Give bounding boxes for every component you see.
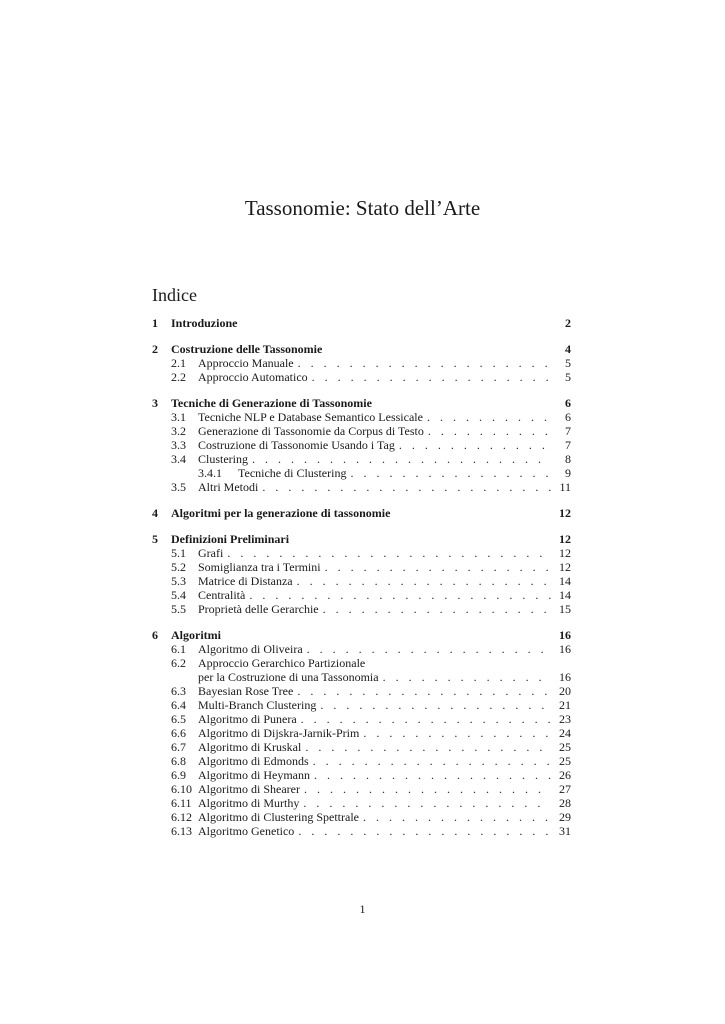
toc-entry-number: 1 [152, 316, 158, 330]
toc-entry-number: 6.12 [171, 810, 192, 824]
toc-dot-leader [297, 574, 551, 588]
toc-entry-number: 2.2 [171, 370, 186, 384]
toc-section-entry[interactable] [152, 342, 571, 356]
toc-subsection-entry[interactable] [152, 782, 571, 796]
toc-entry-label: Approccio Manuale [198, 356, 294, 370]
toc-entry-page: 12 [559, 546, 571, 560]
toc-entry-page: 29 [559, 810, 571, 824]
toc-entry-number: 6.13 [171, 824, 192, 838]
toc-subsection-entry[interactable] [152, 438, 571, 452]
toc-entry-label: Approccio Automatico [198, 370, 308, 384]
toc-dot-leader [427, 410, 551, 424]
toc-entry-label: Costruzione di Tassonomie Usando i Tag [198, 438, 395, 452]
toc-entry-number: 3.4 [171, 452, 186, 466]
toc-entry-page: 24 [559, 726, 571, 740]
toc-entry-page: 7 [565, 438, 571, 452]
toc-entry-page: 26 [559, 768, 571, 782]
toc-subsection-entry[interactable] [152, 670, 571, 684]
toc-entry-page: 16 [559, 642, 571, 656]
toc-subsection-entry[interactable] [152, 588, 571, 602]
toc-entry-page: 12 [559, 560, 571, 574]
toc-dot-leader [301, 712, 551, 726]
toc-entry-number: 5.2 [171, 560, 186, 574]
toc-entry-number: 6.5 [171, 712, 186, 726]
toc-dot-leader [383, 670, 551, 684]
toc-dot-leader [350, 466, 551, 480]
toc-subsection-entry[interactable] [152, 370, 571, 384]
toc-entry-label: Bayesian Rose Tree [198, 684, 294, 698]
toc-entry-number: 3.1 [171, 410, 186, 424]
toc-entry-number: 5.3 [171, 574, 186, 588]
toc-entry-label: Somiglianza tra i Termini [198, 560, 321, 574]
toc-entry-label: Tecniche di Generazione di Tassonomie [171, 396, 372, 410]
toc-entry-number: 6.11 [171, 796, 192, 810]
toc-dot-leader [314, 768, 551, 782]
toc-entry-page: 21 [559, 698, 571, 712]
toc-entry-page: 31 [559, 824, 571, 838]
toc-entry-number: 5 [152, 532, 158, 546]
toc-entry-label: Algoritmo di Murthy [198, 796, 300, 810]
toc-subsection-entry[interactable] [152, 684, 571, 698]
toc-section-entry[interactable] [152, 316, 571, 330]
toc-entry-page: 9 [565, 466, 571, 480]
toc-subsection-entry[interactable] [152, 452, 571, 466]
toc-entry-label: Centralità [198, 588, 246, 602]
toc-subsection-entry[interactable] [152, 824, 571, 838]
page-number: 1 [359, 902, 366, 916]
toc-subsection-entry[interactable] [152, 698, 571, 712]
toc-section-entry[interactable] [152, 628, 571, 642]
toc-entry-number: 4 [152, 506, 158, 520]
toc-section-entry[interactable] [152, 532, 571, 546]
toc-entry-page: 27 [559, 782, 571, 796]
toc-entry-number: 3.3 [171, 438, 186, 452]
toc-entry-page: 14 [559, 574, 571, 588]
toc-subsection-entry[interactable] [152, 602, 571, 616]
toc-entry-number: 3.2 [171, 424, 186, 438]
toc-entry-label: Algoritmo di Dijskra-Jarnik-Prim [198, 726, 360, 740]
toc-entry-label: Algoritmo Genetico [198, 824, 295, 838]
toc-entry-page: 20 [559, 684, 571, 698]
toc-dot-leader [312, 370, 551, 384]
toc-entry-label: Costruzione delle Tassonomie [171, 342, 323, 356]
toc-entry-page: 4 [565, 342, 571, 356]
toc-section-entry[interactable] [152, 396, 571, 410]
toc-entry-page: 6 [565, 410, 571, 424]
toc-entry-label: Clustering [198, 452, 248, 466]
toc-subsection-entry[interactable] [152, 796, 571, 810]
toc-subsection-entry[interactable] [152, 726, 571, 740]
toc-entry-label: Algoritmo di Oliveira [198, 642, 303, 656]
toc-entry-number: 6.10 [171, 782, 192, 796]
toc-subsection-entry[interactable] [152, 480, 571, 494]
toc-dot-leader [297, 684, 551, 698]
toc-entry-label: Definizioni Preliminari [171, 532, 290, 546]
table-of-contents [152, 316, 571, 838]
toc-entry-page: 2 [565, 316, 571, 330]
toc-entry-number: 5.4 [171, 588, 186, 602]
toc-entry-number: 5.5 [171, 602, 186, 616]
toc-dot-leader [298, 356, 551, 370]
toc-entry-label: Generazione di Tassonomie da Corpus di Testo [198, 424, 424, 438]
toc-subsection-entry[interactable] [152, 424, 571, 438]
toc-dot-leader [298, 824, 551, 838]
toc-entry-page: 23 [559, 712, 571, 726]
toc-dot-leader [323, 602, 551, 616]
toc-dot-leader [313, 754, 551, 768]
toc-subsection-entry[interactable] [152, 712, 571, 726]
toc-dot-leader [399, 438, 551, 452]
toc-entry-page: 8 [565, 452, 571, 466]
toc-subsection-entry[interactable] [152, 546, 571, 560]
toc-entry-label: Tecniche di Clustering [238, 466, 347, 480]
toc-dot-leader [227, 546, 551, 560]
toc-entry-number: 3.4.1 [198, 466, 222, 480]
toc-entry-page: 16 [559, 628, 571, 642]
toc-dot-leader [307, 642, 551, 656]
toc-entry-number: 3 [152, 396, 158, 410]
toc-entry-page: 5 [565, 370, 571, 384]
toc-subsection-entry[interactable] [152, 642, 571, 656]
toc-dot-leader [320, 698, 551, 712]
toc-entry-label: Tecniche NLP e Database Semantico Lessicale [198, 410, 423, 424]
toc-entry-page: 15 [559, 602, 571, 616]
toc-subsection-entry[interactable] [152, 466, 571, 480]
toc-subsection-entry[interactable] [152, 656, 571, 670]
toc-entry-label: Algoritmi per la generazione di tassonomie [171, 506, 391, 520]
toc-entry-page: 7 [565, 424, 571, 438]
toc-subsection-entry[interactable] [152, 356, 571, 370]
toc-dot-leader [305, 740, 551, 754]
toc-entry-label: Algoritmo di Shearer [198, 782, 300, 796]
toc-entry-label: Proprietà delle Gerarchie [198, 602, 319, 616]
toc-dot-leader [262, 480, 551, 494]
toc-entry-page: 25 [559, 740, 571, 754]
toc-entry-label: per la Costruzione di una Tassonomia [198, 670, 379, 684]
toc-entry-number: 6.1 [171, 642, 186, 656]
toc-entry-label: Altri Metodi [198, 480, 259, 494]
toc-entry-label: Multi-Branch Clustering [198, 698, 317, 712]
toc-subsection-entry[interactable] [152, 560, 571, 574]
toc-entry-label: Algoritmo di Kruskal [198, 740, 302, 754]
toc-entry-number: 6.4 [171, 698, 186, 712]
toc-entry-page: 6 [565, 396, 571, 410]
toc-entry-page: 28 [559, 796, 571, 810]
toc-entry-label: Introduzione [171, 316, 238, 330]
toc-subsection-entry[interactable] [152, 740, 571, 754]
toc-dot-leader [249, 588, 551, 602]
toc-dot-leader [303, 796, 551, 810]
toc-dot-leader [304, 782, 551, 796]
toc-dot-leader [428, 424, 551, 438]
toc-entry-label: Algoritmi [171, 628, 221, 642]
toc-entry-number: 5.1 [171, 546, 186, 560]
toc-entry-label: Grafi [198, 546, 224, 560]
toc-entry-page: 25 [559, 754, 571, 768]
toc-entry-label: Matrice di Distanza [198, 574, 293, 588]
toc-dot-leader [252, 452, 551, 466]
toc-heading: Indice [152, 285, 197, 305]
toc-entry-page: 12 [559, 532, 571, 546]
toc-subsection-entry[interactable] [152, 574, 571, 588]
toc-subsection-entry[interactable] [152, 754, 571, 768]
toc-entry-page: 12 [559, 506, 571, 520]
toc-dot-leader [363, 810, 551, 824]
toc-entry-number: 6.3 [171, 684, 186, 698]
toc-subsection-entry[interactable] [152, 810, 571, 824]
toc-entry-label: Algoritmo di Clustering Spettrale [198, 810, 359, 824]
toc-entry-number: 3.5 [171, 480, 186, 494]
toc-entry-label: Approccio Gerarchico Partizionale [198, 656, 366, 670]
toc-entry-label: Algoritmo di Edmonds [198, 754, 309, 768]
toc-entry-number: 6.2 [171, 656, 186, 670]
toc-section-entry[interactable] [152, 506, 571, 520]
toc-entry-number: 2 [152, 342, 158, 356]
toc-entry-number: 6.9 [171, 768, 186, 782]
toc-entry-number: 6.8 [171, 754, 186, 768]
toc-entry-page: 11 [559, 480, 571, 494]
toc-entry-number: 6 [152, 628, 158, 642]
toc-entry-label: Algoritmo di Heymann [198, 768, 310, 782]
toc-entry-number: 6.6 [171, 726, 186, 740]
toc-subsection-entry[interactable] [152, 768, 571, 782]
toc-entry-page: 14 [559, 588, 571, 602]
toc-dot-leader [325, 560, 551, 574]
toc-subsection-entry[interactable] [152, 410, 571, 424]
document-title: Tassonomie: Stato dell’Arte [244, 196, 481, 220]
toc-entry-label: Algoritmo di Punera [198, 712, 297, 726]
toc-entry-page: 5 [565, 356, 571, 370]
toc-entry-number: 6.7 [171, 740, 186, 754]
toc-entry-number: 2.1 [171, 356, 186, 370]
toc-entry-page: 16 [559, 670, 571, 684]
toc-dot-leader [363, 726, 551, 740]
